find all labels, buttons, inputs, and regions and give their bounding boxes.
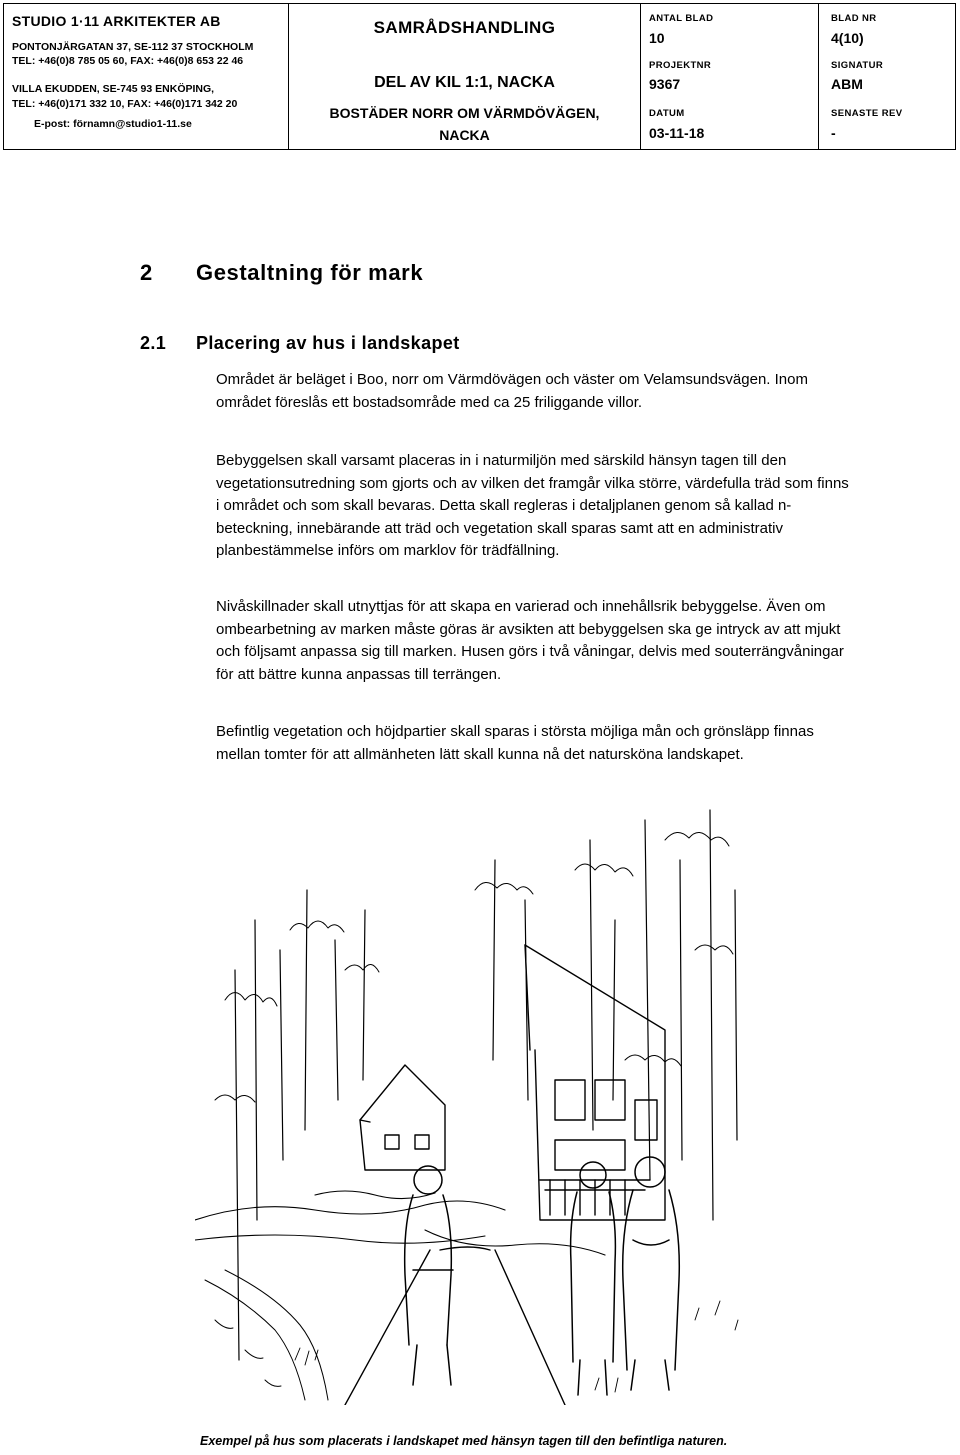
projektnr-label: PROJEKTNR [649,60,712,71]
blad-nr-value: 4(10) [831,30,864,46]
distant-house [360,1065,445,1170]
senaste-rev-value: - [831,125,836,141]
title-block [3,3,956,150]
landscape-sketch-illustration [195,800,765,1405]
projektnr-value: 9367 [649,76,681,92]
people-figures [405,1157,680,1395]
section-heading [140,260,423,286]
firm-name: STUDIO 1·11 ARKITEKTER AB [12,13,221,29]
figure-caption: Exempel på hus som placerats i landskapet med hänsyn tagen till den befintliga naturen. [200,1434,728,1448]
firm-address-line: VILLA EKUDDEN, SE-745 93 ENKÖPING, [12,83,215,95]
property-designation: DEL AV KIL 1:1, NACKA [374,74,555,91]
sheet-meta-left [641,4,819,149]
document-type: SAMRÅDSHANDLING [373,18,556,37]
senaste-rev-label: SENASTE REV [831,108,903,119]
blad-nr-label: BLAD NR [831,13,877,24]
antal-blad-value: 10 [649,30,665,46]
firm-email-line: E-post: förnamn@studio1-11.se [34,118,192,130]
subsection-heading [140,333,460,354]
document-info [289,4,641,149]
paragraph: Bebyggelsen skall varsamt placeras in i naturmiljön med särskild hänsyn tagen till den vegetationsutredning som gjorts och av vilken det framgår vilka större, värdefulla träd som finns i området och som skall bevaras. Detta skall regleras i detaljplanen genom så kallad n-beteckning, innebärande att träd och vegetation skall sparas samt att en administrativ planbestämmelse införs om marklov för trädfällning. [216,452,849,559]
firm-phone-line: TEL: +46(0)8 785 05 60, FAX: +46(0)8 653 22 46 [12,55,244,67]
subsection-number: 2.1 [140,333,167,353]
section-title: Gestaltning för mark [196,260,424,285]
signatur-value: ABM [831,76,863,92]
paragraph: Området är beläget i Boo, norr om Värmdövägen och väster om Velamsundsvägen. Inom området föreslås ett bostadsområde med ca 25 friliggande villor. [216,371,808,411]
datum-value: 03-11-18 [649,125,705,141]
grass [295,1301,738,1392]
project-name: BOSTÄDER NORR OM VÄRMDÖVÄGEN, NACKA [329,105,600,143]
main-house [525,945,665,1220]
paragraph: Befintlig vegetation och höjdpartier skall sparas i största möjliga mån och grönsläpp finnas mellan tomter för att allmänheten lätt skall kunna nå det natursköna landskapet. [216,723,814,763]
firm-phone-line: TEL: +46(0)171 332 10, FAX: +46(0)171 342 20 [12,98,238,110]
section-number: 2 [140,260,153,285]
antal-blad-label: ANTAL BLAD [649,13,714,24]
foliage [215,832,733,1102]
firm-address-line: PONTONJÄRGATAN 37, SE-112 37 STOCKHOLM [12,41,254,53]
datum-label: DATUM [649,108,685,119]
footpath [345,1247,565,1405]
tree-trunks [235,810,737,1360]
paragraph: Nivåskillnader skall utnyttjas för att skapa en varierad och innehållsrik bebyggelse. Även om ombearbetning av marken måste göras är avsikten att bebyggelsen ska ge intryck av att mjukt och följsamt anpassa sig till marken. Husen görs i två våningar, delvis med souterrängvåningar för att bättre kunna anpassas till terrängen. [216,598,844,683]
subsection-title: Placering av hus i landskapet [196,333,460,353]
stream [205,1270,328,1400]
firm-info [4,4,289,149]
sheet-meta-right [819,4,955,149]
signatur-label: SIGNATUR [831,60,884,71]
